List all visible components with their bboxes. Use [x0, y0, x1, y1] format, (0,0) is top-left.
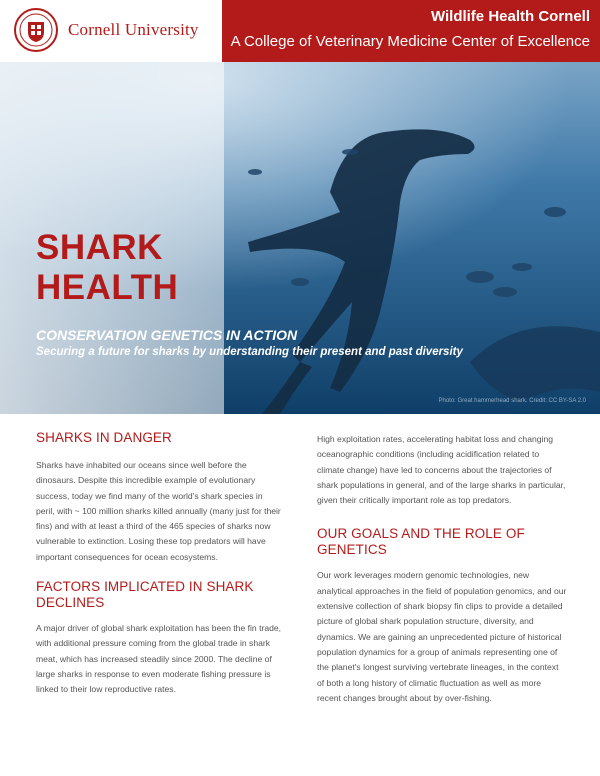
hero-banner	[0, 62, 600, 414]
center-banner	[222, 0, 600, 62]
cornell-seal-icon	[14, 8, 58, 52]
heading-goals: OUR GOALS AND THE ROLE OF GENETICS	[317, 526, 525, 558]
heading-sharks-in-danger: SHARKS IN DANGER	[36, 430, 172, 445]
photo-credit: Photo: Great hammerhead shark. Credit: CC BY-SA 2.0	[438, 398, 586, 404]
right-column	[317, 432, 567, 706]
paragraph-continued: High exploitation rates, accelerating habitat loss and changing oceanographic conditions (including acidification related to climate change) have led to concerns about the trajectories of shark populations in general, and of the large sharks in particular, given their critically important role as top predators.	[317, 434, 566, 506]
hero-tagline: Securing a future for sharks by understanding their present and past diversity	[36, 346, 463, 358]
paragraph-sharks-in-danger: Sharks have inhabited our oceans since well before the dinosaurs. Despite this incredible example of evolutionary success, today we find many of the world's shark species in peril, with ~ 100 million sharks killed annually (many just for their fins) and with at least a third of the 465 species of sharks now vulnerable to extinction. Losing these top predators will have important consequences for ocean ecosystems.	[36, 460, 281, 562]
paragraph-goals: Our work leverages modern genomic technologies, new analytical approaches in the field of population genomics, and our extensive collection of shark biopsy fin clips to provide a detailed picture of global shark population structure, diversity, and dynamics. We are gaining an unprecedented picture of historical population dynamics for a group of animals representing one of the planet's longest surviving vertebrate lineages, in the context of both a long history of climatic fluctuation as well as more recent changes brought about by over-fishing.	[317, 570, 567, 703]
hero-subtitle: CONSERVATION GENETICS IN ACTION	[36, 327, 298, 343]
center-name: Wildlife Health Cornell	[430, 8, 590, 25]
university-name: Cornell University	[68, 20, 199, 39]
title-line-2: HEALTH	[36, 268, 179, 307]
heading-factors: FACTORS IMPLICATED IN SHARK DECLINES	[36, 579, 254, 611]
center-subtitle: A College of Veterinary Medicine Center of Excellence	[230, 33, 590, 50]
title-line-1: SHARK	[36, 228, 163, 267]
page-header	[0, 0, 600, 62]
paragraph-factors: A major driver of global shark exploitation has been the fin trade, with additional pressure coming from the global trade in shark meat, which has increased steadily since 2000. The decline of large sharks in response to even moderate fishing pressure is linked to their low reproductive rates.	[36, 623, 282, 695]
page-title	[36, 228, 178, 308]
left-column	[36, 430, 282, 698]
